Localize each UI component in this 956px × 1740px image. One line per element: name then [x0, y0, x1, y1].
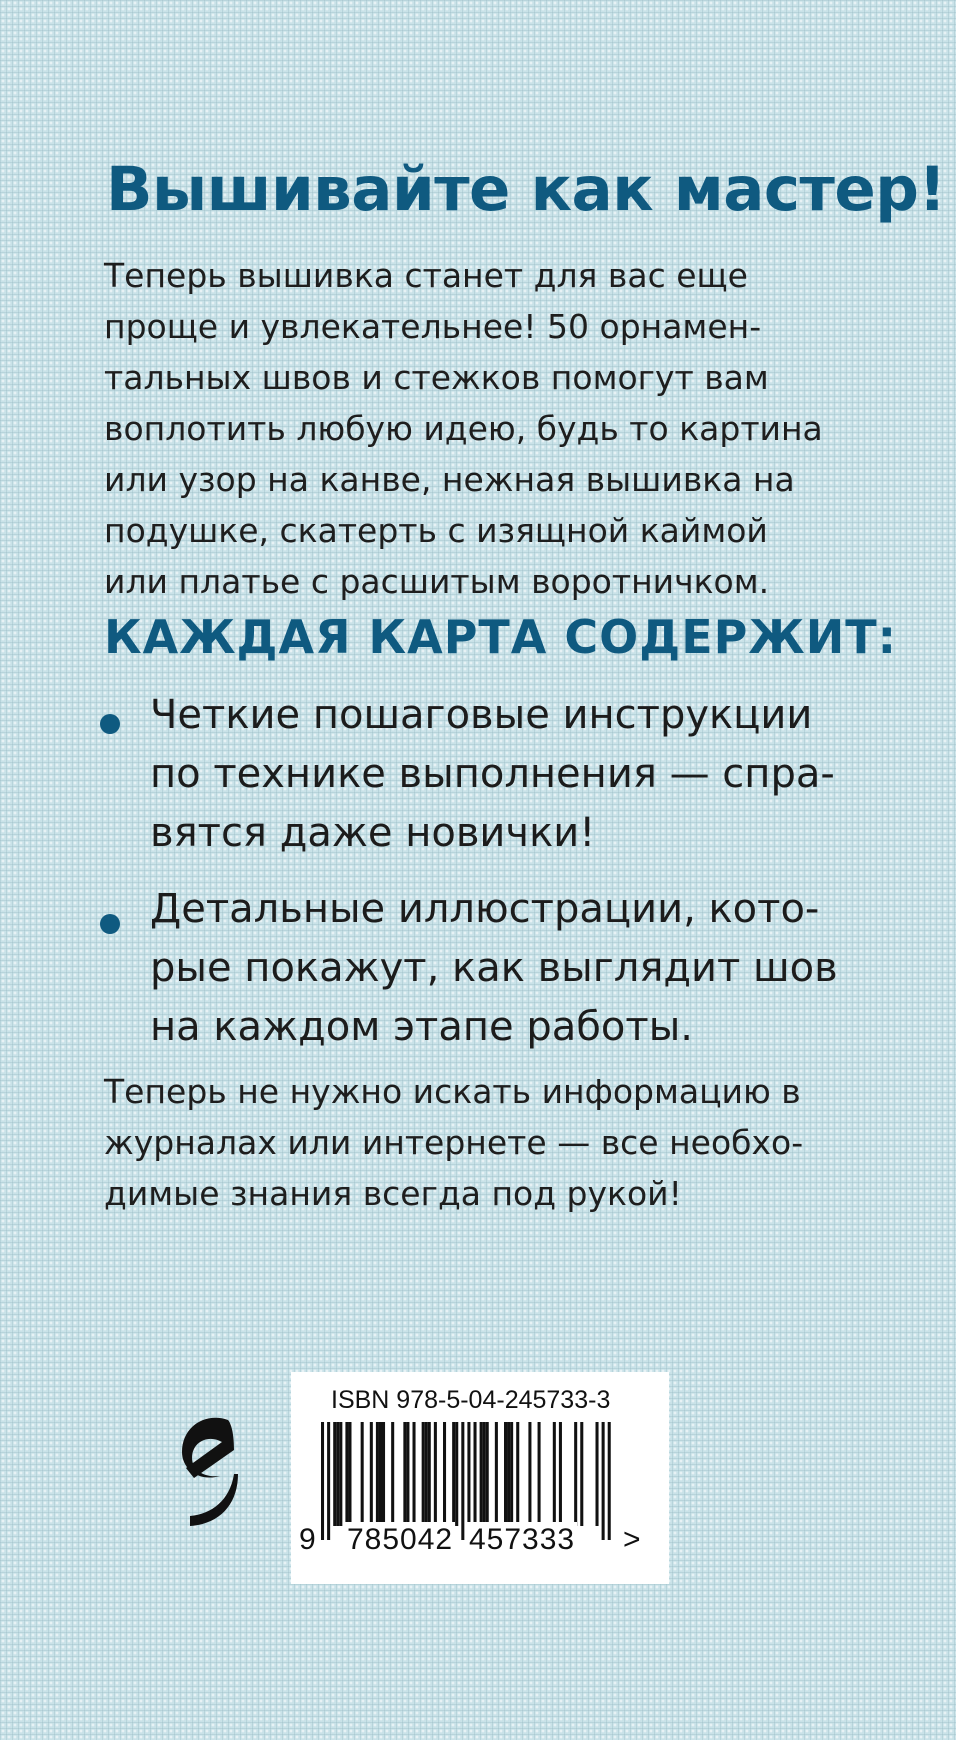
- intro-line: подушке, скатерть с изящной каймой: [104, 511, 768, 550]
- outro-line: димые знания всегда под рукой!: [104, 1174, 682, 1213]
- barcode-bar: [403, 1422, 406, 1526]
- barcode-bar: [504, 1422, 507, 1526]
- barcode-bar: [434, 1422, 437, 1526]
- barcode-bar: [455, 1422, 458, 1526]
- barcode-bar: [376, 1422, 379, 1526]
- section-heading: КАЖДАЯ КАРТА СОДЕРЖИТ:: [104, 610, 897, 664]
- barcode-bar: [406, 1422, 409, 1526]
- barcode-bar: [422, 1422, 425, 1526]
- barcode-bar: [507, 1422, 510, 1526]
- barcode-bar: [361, 1422, 364, 1526]
- barcode-bar: [348, 1422, 351, 1526]
- isbn-text: ISBN 978-5-04-245733-3: [331, 1386, 611, 1414]
- bullet-text: [150, 686, 835, 863]
- barcode-bar: [516, 1422, 519, 1526]
- bullet-line: по технике выполнения — спра-: [150, 751, 835, 797]
- barcode-bar: [580, 1422, 583, 1526]
- barcode-bar: [510, 1422, 513, 1526]
- outro-line: журналах или интернете — все необхо-: [104, 1123, 804, 1162]
- barcode-first-digit: 9: [299, 1523, 316, 1556]
- barcode-bar: [495, 1422, 498, 1526]
- barcode-bar: [559, 1422, 562, 1526]
- barcode-bar: [483, 1422, 486, 1526]
- barcode-bar: [321, 1422, 324, 1540]
- barcode-bar: [574, 1422, 577, 1526]
- barcode-bar: [602, 1422, 605, 1540]
- intro-line: тальных швов и стежков помогут вам: [104, 358, 769, 397]
- barcode-bar: [452, 1422, 455, 1526]
- barcode-arrow: >: [623, 1523, 641, 1556]
- intro-line: или узор на канве, нежная вышивка на: [104, 460, 795, 499]
- bullet-line: на каждом этапе работы.: [150, 1004, 693, 1050]
- barcode-bar: [480, 1422, 483, 1526]
- intro-line: или платье с расшитым воротничком.: [104, 562, 770, 601]
- barcode-bar: [413, 1422, 416, 1526]
- barcode-bar: [382, 1422, 385, 1526]
- barcode-bar: [345, 1422, 348, 1526]
- barcode-bar: [333, 1422, 336, 1526]
- barcode-left-digits: 785042: [347, 1523, 454, 1556]
- barcode-bar: [608, 1422, 611, 1540]
- bullet-line: рые покажут, как выглядит шов: [150, 945, 838, 991]
- barcode-bar: [474, 1422, 477, 1526]
- bullet-line: Детальные иллюстрации, кото-: [150, 886, 820, 932]
- barcode-bar: [370, 1422, 373, 1526]
- bullet-dot-icon: [100, 914, 120, 934]
- bullet-dot-icon: [100, 714, 120, 734]
- barcode-right-digits: 457333: [469, 1523, 576, 1556]
- bullet-line: Четкие пошаговые инструкции: [150, 692, 813, 738]
- intro-line: проще и увлекательнее! 50 орнамен-: [104, 307, 762, 346]
- outro-line: Теперь не нужно искать информацию в: [104, 1072, 801, 1111]
- intro-line: воплотить любую идею, будь то картина: [104, 409, 823, 448]
- barcode-bar: [596, 1422, 599, 1526]
- barcode-bar: [428, 1422, 431, 1526]
- intro-line: Теперь вышивка станет для вас еще: [104, 256, 748, 295]
- outro-paragraph: [104, 1066, 904, 1219]
- cover-title: Вышивайте как мастер!: [106, 154, 946, 225]
- bullet-text: [150, 880, 838, 1057]
- barcode-bar: [425, 1422, 428, 1526]
- barcode-bar: [538, 1422, 541, 1526]
- barcode-bar: [379, 1422, 382, 1526]
- intro-paragraph: [104, 250, 904, 607]
- barcode-bar: [553, 1422, 556, 1526]
- barcode-bar: [339, 1422, 342, 1526]
- barcode-bar: [327, 1422, 330, 1540]
- barcode-bar: [528, 1422, 531, 1526]
- barcode-bar: [486, 1422, 489, 1526]
- barcode-bar: [443, 1422, 446, 1526]
- barcode-bar: [336, 1422, 339, 1526]
- bullet-line: вятся даже новички!: [150, 810, 596, 856]
- eksmo-e-logo-icon: [176, 1408, 240, 1528]
- barcode-bar: [461, 1422, 464, 1540]
- barcode-block: [291, 1372, 669, 1584]
- barcode-bar: [391, 1422, 394, 1526]
